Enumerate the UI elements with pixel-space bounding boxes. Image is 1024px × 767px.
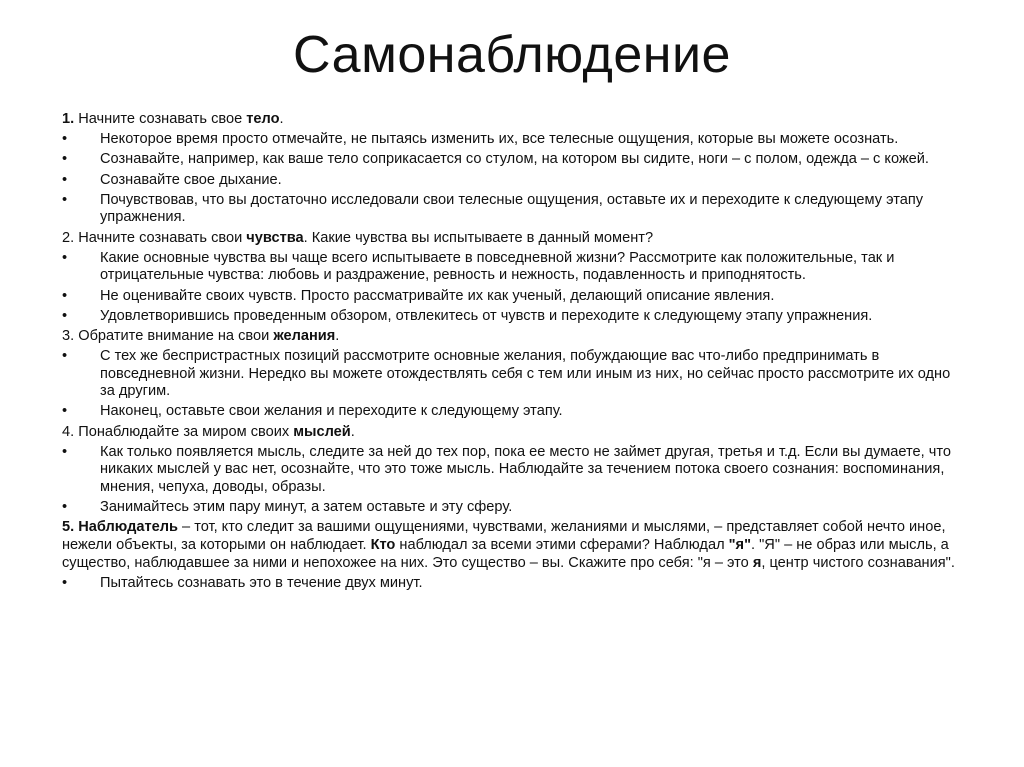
slide-title: Самонаблюдение bbox=[293, 26, 731, 84]
section-4-keyword: мыслей bbox=[293, 423, 351, 440]
list-item: • Почувствовав, что вы достаточно исследовали свои телесные ощущения, оставьте их и переходите к следующему этапу упражнения. bbox=[62, 192, 962, 227]
list-item: • Занимайтесь этим пару минут, а затем оставьте и эту сферу. bbox=[62, 499, 962, 517]
list-item: • Пытайтесь сознавать это в течение двух минут. bbox=[62, 575, 962, 593]
list-item: • Как только появляется мысль, следите за ней до тех пор, пока ее место не займет другая, третья и т.д. Если вы думаете, что никаких мыслей у вас нет, осознайте, что это тоже мысль. Наблюдайте за течением потока своего сознания: воспоминания, мнения, чепуха, доводы, образы. bbox=[62, 444, 962, 497]
section-2-keyword: чувства bbox=[246, 229, 304, 246]
section-5-lead: 5. Наблюдатель bbox=[62, 519, 178, 536]
list-item: • Некоторое время просто отмечайте, не пытаясь изменить их, все телесные ощущения, которые вы можете осознать. bbox=[62, 131, 962, 149]
list-item: • Удовлетворившись проведенным обзором, отвлекитесь от чувств и переходите к следующему этапу упражнения. bbox=[62, 308, 962, 326]
slide-content bbox=[62, 111, 962, 595]
list-item: • Не оценивайте своих чувств. Просто рассматривайте их как ученый, делающий описание явления. bbox=[62, 288, 962, 306]
section-2-heading: 2. Начните сознавать свои чувства. Какие чувства вы испытываете в данный момент? bbox=[62, 229, 654, 246]
list-item: • Наконец, оставьте свои желания и переходите к следующему этапу. bbox=[62, 403, 962, 421]
list-item: • Какие основные чувства вы чаще всего испытываете в повседневной жизни? Рассмотрите как положительные, так и отрицательные чувства: любовь и раздражение, ревность и нежность, подавленность и приподнятость. bbox=[62, 250, 962, 285]
section-1-keyword: тело bbox=[246, 111, 280, 127]
section-5-paragraph: 5. Наблюдатель – тот, кто следит за вашими ощущениями, чувствами, желаниями и мыслями, – представляет собой нечто иное, нежели объекты, за которыми он наблюдает. Кто наблюдал за всеми этими сферами? Наблюдал "я". "Я" – не образ или мысль, а существо, наблюдавшее за ними и непохожее на них. Это существо – вы. Скажите про себя: "я – это я, центр чистого сознавания". bbox=[62, 519, 955, 571]
section-4-heading: 4. Понаблюдайте за миром своих мыслей. bbox=[62, 423, 355, 440]
list-item: • Сознавайте свое дыхание. bbox=[62, 172, 962, 190]
section-3-heading: 3. Обратите внимание на свои желания. bbox=[62, 327, 340, 344]
section-1-heading: 1. Начните сознавать свое тело. bbox=[62, 111, 284, 127]
list-item: • С тех же беспристрастных позиций рассмотрите основные желания, побуждающие вас что-либо предпринимать в повседневной жизни. Нередко вы можете отождествлять себя с тем или иным из них, но сейчас просто рассмотрите их одно за другим. bbox=[62, 348, 962, 401]
section-1-number: 1. bbox=[62, 111, 75, 127]
list-item: • Сознавайте, например, как ваше тело соприкасается со стулом, на котором вы сидите, ноги – с полом, одежда – с кожей. bbox=[62, 151, 962, 169]
section-3-keyword: желания bbox=[273, 327, 336, 344]
